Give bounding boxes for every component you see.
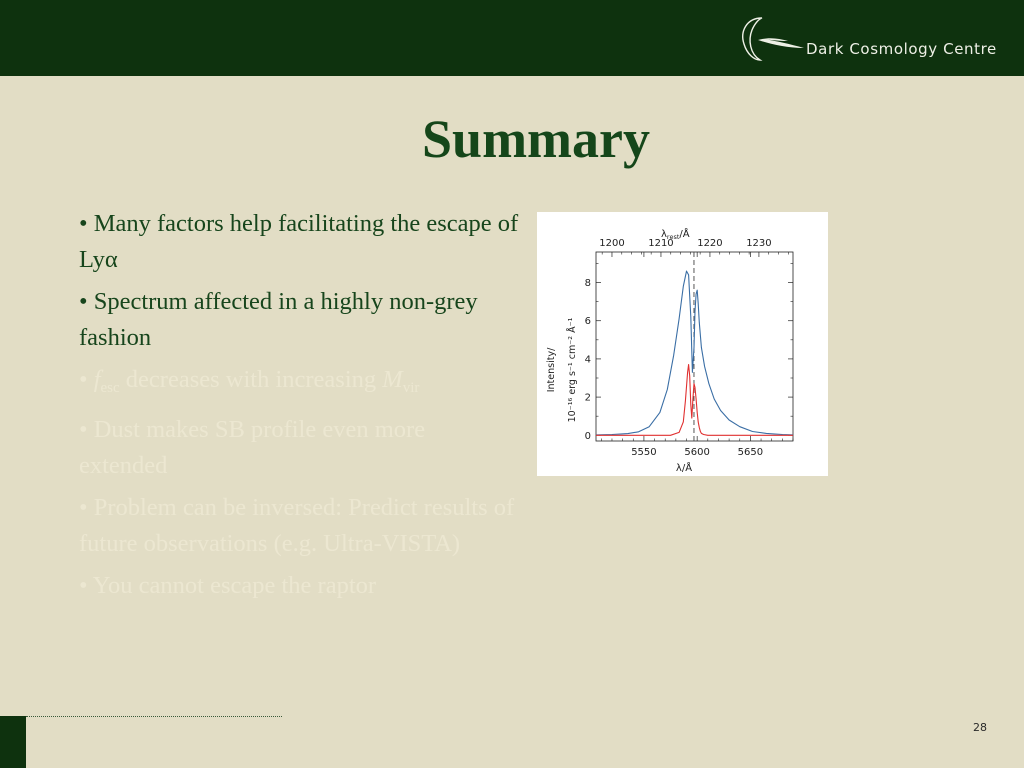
x2-tick-label: 1230 xyxy=(746,238,772,249)
intrinsic-spectrum-line xyxy=(596,365,793,436)
bottom-axis-label: λ/Å xyxy=(675,463,693,474)
y-tick-label: 8 xyxy=(584,278,591,290)
bullet-item: • Problem can be inversed: Predict results of future observations (e.g. Ultra-VISTA) xyxy=(79,494,515,557)
x-tick-label: 5600 xyxy=(684,447,710,458)
axis-ticks xyxy=(585,238,793,458)
y-axis-label xyxy=(546,317,578,422)
bullet-text: decreases with increasing xyxy=(119,366,383,393)
y-tick-label: 6 xyxy=(584,316,591,328)
m-symbol: M xyxy=(382,366,403,393)
bullet-item xyxy=(79,206,519,278)
y-tick-label: 0 xyxy=(584,430,591,442)
header-bar xyxy=(0,0,1024,76)
y-tick-label: 2 xyxy=(584,392,591,404)
f-subscript: esc xyxy=(100,380,120,396)
bullet-item: • Spectrum affected in a highly non-grey fashion xyxy=(79,288,478,351)
bullet-item: • Dust makes SB profile even more extended xyxy=(79,416,426,479)
bullet-item xyxy=(79,362,519,406)
x-tick-label: 5650 xyxy=(737,447,764,458)
bullet-text: • Many factors help facilitating the escape of xyxy=(79,210,519,237)
x2-tick-label: 1220 xyxy=(697,238,723,249)
observed-spectrum-line xyxy=(596,271,793,435)
corner-block xyxy=(0,716,26,768)
y-axis-label-line2: 10⁻¹⁶ erg s⁻¹ cm⁻² Å⁻¹ xyxy=(567,317,578,423)
y-tick-label: 4 xyxy=(584,354,591,366)
slide-number: 28 xyxy=(973,721,987,734)
x-tick-label: 5550 xyxy=(631,447,657,458)
footer-divider xyxy=(26,716,282,717)
logo-text: Dark Cosmology Centre xyxy=(806,40,997,58)
f-symbol: f xyxy=(93,366,101,393)
series-layer xyxy=(596,252,793,441)
spectrum-figure xyxy=(537,212,828,476)
x2-tick-label: 1210 xyxy=(648,238,674,249)
galaxy-swoosh-icon xyxy=(740,14,810,64)
top-axis-label: $\lambda_{rest}/Å$ xyxy=(661,229,690,241)
slide-title: Summary xyxy=(422,109,650,169)
bullet-item: • You cannot escape the raptor xyxy=(79,572,377,599)
ly-alpha-symbol: Lyα xyxy=(79,246,118,273)
y-axis-label-line1: Intensity/ xyxy=(546,347,557,393)
bullet-list xyxy=(79,206,519,610)
bullet-text: • xyxy=(79,366,94,393)
spectrum-chart xyxy=(537,212,828,476)
x2-tick-label: 1200 xyxy=(599,238,625,249)
m-subscript: vir xyxy=(402,380,420,396)
dark-cosmology-centre-logo xyxy=(740,14,1020,64)
